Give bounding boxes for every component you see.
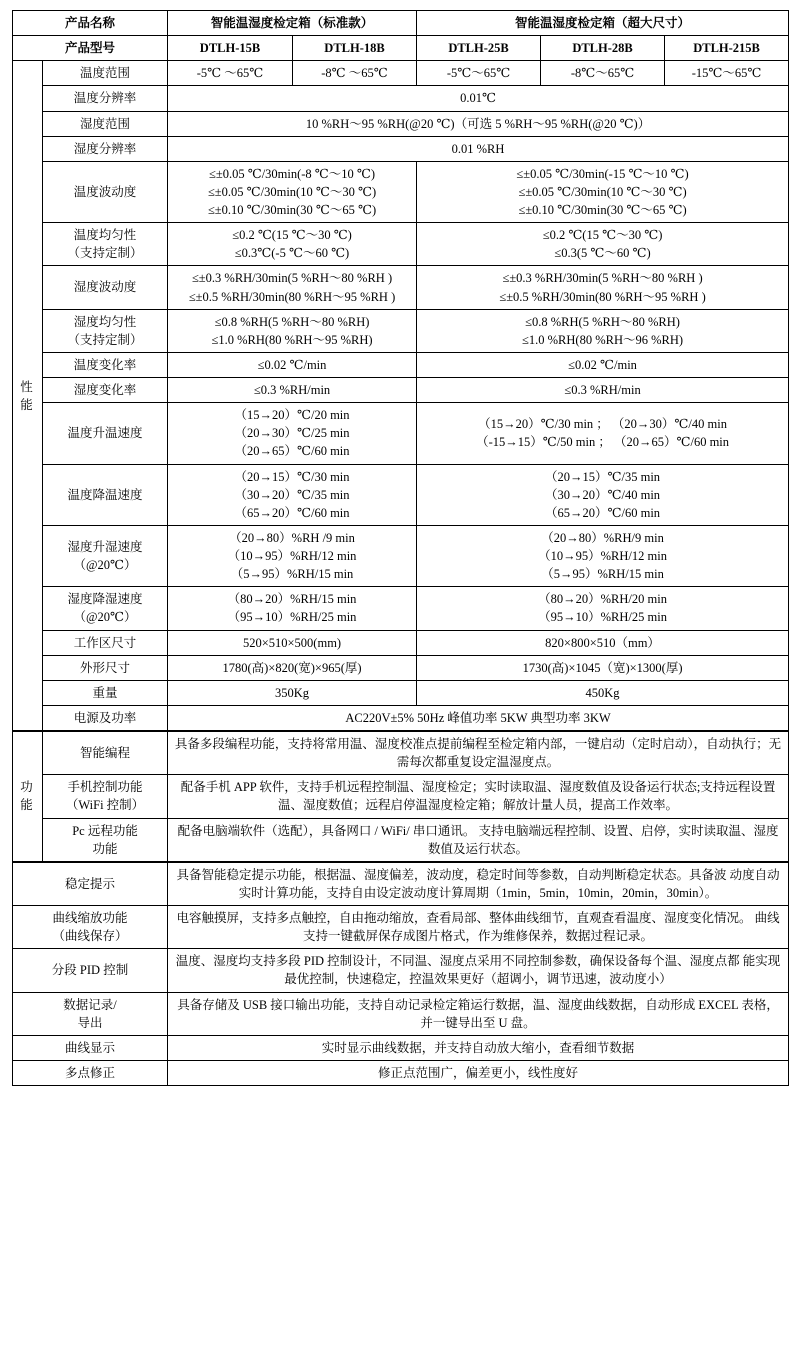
description-cell: 温度、湿度均支持多段 PID 控制设计，不同温、湿度点采用不同控制参数，确保设备每个温、湿度点都 能实现最优控制，快速稳定，控温效果更好（超调小，调节迅速，波动度小）: [168, 949, 789, 992]
text-line: 功能: [92, 841, 118, 856]
row-label: [43, 818, 168, 862]
value-cell-large: [417, 630, 789, 655]
text-line: ≤0.3(5 ℃～60 ℃): [554, 246, 651, 261]
value-cell-standard: [168, 680, 417, 705]
text-line: ≤±0.3 %RH/30min(5 %RH～80 %RH ): [502, 271, 703, 286]
row-label: [13, 992, 168, 1035]
text-line: （95→10）%RH/25 min: [227, 610, 357, 625]
text-line: 1780(高)×820(宽)×965(厚): [222, 660, 362, 675]
group-标准款-header: 智能温湿度检定箱（标准款）: [168, 11, 417, 36]
model-cell-4: DTLH-28B: [541, 36, 665, 61]
row-label: 湿度分辨率: [43, 136, 168, 161]
perf-row: [13, 309, 789, 352]
text-line: ≤0.3℃(-5 ℃～60 ℃): [234, 246, 350, 261]
section-label-performance: [13, 61, 43, 731]
text-line: 1730(高)×1045（宽)×1300(厚): [522, 660, 683, 675]
value-cell-standard: [168, 378, 417, 403]
text-line: ≤0.02 ℃/min: [568, 357, 637, 372]
row-label: [13, 949, 168, 992]
perf-row: [13, 136, 789, 161]
value-cell-1: -5℃ ～65℃: [168, 61, 293, 86]
description-cell: 配备电脑端软件（选配），具备网口 / WiFi/ 串口通讯。 支持电脑端远程控制、设置、启停，实时读取温、湿度数值及运行状态。: [168, 818, 789, 862]
perf-row: [13, 680, 789, 705]
value-cell-standard: [168, 403, 417, 464]
text-line: （5→95）%RH/15 min: [541, 567, 664, 582]
row-label: [43, 775, 168, 818]
text-line: 350Kg: [275, 685, 310, 700]
model-row: [13, 36, 789, 61]
value-cell-2: -8℃ ～65℃: [293, 61, 417, 86]
row-label: 温度变化率: [43, 352, 168, 377]
value-cell-standard: [168, 223, 417, 266]
value-cell-large: [417, 680, 789, 705]
row-label: [43, 731, 168, 775]
value-cell-large: [417, 403, 789, 464]
text-line: （65→20）℃/60 min: [545, 505, 661, 520]
perf-row: [13, 352, 789, 377]
value-cell-standard: [168, 309, 417, 352]
text-line: （20→80）%RH/9 min: [541, 530, 664, 545]
description-cell: 具备存储及 USB 接口输出功能，支持自动记录检定箱运行数据，温、湿度曲线数据，自动形成 EXCEL 表格，并一键导出至 U 盘。: [168, 992, 789, 1035]
row-label: 温度波动度: [43, 161, 168, 222]
value-cell-all: 0.01 %RH: [168, 136, 789, 161]
header-row: [13, 11, 789, 36]
perf-row: [13, 266, 789, 309]
value-cell-standard: [168, 161, 417, 222]
value-cell-standard: [168, 587, 417, 630]
text-line: 520×510×500(mm): [242, 635, 342, 650]
value-cell-standard: [168, 525, 417, 586]
value-cell-standard: [168, 266, 417, 309]
text-line: ≤±0.10 ℃/30min(30 ℃～65 ℃): [518, 203, 687, 217]
value-cell-large: [417, 655, 789, 680]
text-line: （80→20）%RH/20 min: [538, 592, 667, 607]
description-cell: 电容触摸屏，支持多点触控，自由拖动缩放，查看局部、整体曲线细节，直观查看温度、湿度变化情况。 曲线支持一键截屏保存成图片格式，作为维修保养，数据过程记录。: [168, 906, 789, 949]
perf-row: [13, 655, 789, 680]
text-line: ≤0.8 %RH(5 %RH～80 %RH): [525, 314, 680, 329]
text-line: ≤±0.05 ℃/30min(-8 ℃～10 ℃): [208, 166, 376, 181]
perf-row: [13, 161, 789, 222]
text-line: ≤1.0 %RH(80 %RH～96 %RH): [522, 332, 684, 347]
section-label-char: 能: [20, 397, 35, 412]
perf-row: [13, 86, 789, 111]
feature-row: [13, 862, 789, 906]
value-cell-large: [417, 378, 789, 403]
text-line: 湿度降湿速度: [67, 592, 143, 607]
text-line: （@20℃）: [73, 610, 137, 625]
row-label: 温度降温速度: [43, 464, 168, 525]
row-label: 温度范围: [43, 61, 168, 86]
text-line: （20→80）%RH /9 min: [229, 530, 355, 545]
text-line: （20→30）℃/25 min: [234, 426, 350, 441]
value-cell-3: -5℃～65℃: [417, 61, 541, 86]
model-cell-3: DTLH-25B: [417, 36, 541, 61]
text-line: 多点修正: [65, 1065, 116, 1080]
row-label: [43, 223, 168, 266]
text-line: 曲线显示: [65, 1040, 116, 1055]
text-line: ≤0.8 %RH(5 %RH～80 %RH): [214, 314, 370, 329]
text-line: ≤0.3 %RH/min: [564, 383, 641, 397]
text-line: （30→20）℃/35 min: [234, 487, 350, 502]
description-cell: 配备手机 APP 软件，支持手机远程控制温、湿度检定；实时读取温、湿度数值及设备运行状态;支持远程设置温、湿度数值；远程启停温湿度检定箱；解放计量人员，提高工作效率。: [168, 775, 789, 818]
row-label: 重量: [43, 680, 168, 705]
text-line: 450Kg: [585, 685, 620, 700]
feature-row: [13, 992, 789, 1035]
feature-row: [13, 949, 789, 992]
text-line: ≤1.0 %RH(80 %RH～95 %RH): [211, 332, 373, 347]
text-line: 导出: [77, 1015, 103, 1030]
feature-row: [13, 1060, 789, 1085]
function-row: [13, 731, 789, 775]
text-line: 分段 PID 控制: [51, 963, 129, 978]
text-line: 温度均匀性: [73, 228, 137, 243]
feature-row: [13, 906, 789, 949]
text-line: 820×800×510（mm）: [545, 635, 660, 650]
text-line: ≤±0.5 %RH/30min(80 %RH～95 %RH ): [188, 289, 396, 304]
text-line: ≤0.2 ℃(15 ℃～30 ℃): [542, 228, 663, 243]
value-cell-all: 0.01℃: [168, 86, 789, 111]
model-cell-2: DTLH-18B: [293, 36, 417, 61]
text-line: （-15→15）℃/50 min ； （20→65）℃/60 min: [476, 435, 730, 450]
text-line: ≤0.2 ℃(15 ℃～30 ℃): [232, 228, 352, 243]
model-cell-1: DTLH-15B: [168, 36, 293, 61]
text-line: （支持定制）: [67, 332, 143, 347]
text-line: （15→20）℃/30 min ； （20→30）℃/40 min: [478, 417, 727, 432]
section-label-function: [13, 731, 43, 862]
text-line: （曲线保存）: [52, 929, 128, 944]
row-label: 温度分辨率: [43, 86, 168, 111]
text-line: 湿度均匀性: [73, 314, 137, 329]
function-row: [13, 818, 789, 862]
specification-table: [12, 10, 789, 1086]
text-line: 智能编程: [80, 746, 131, 761]
perf-row: [13, 705, 789, 731]
text-line: （20→65）℃/60 min: [234, 444, 350, 459]
text-line: （10→95）%RH/12 min: [227, 549, 357, 563]
perf-row: [13, 378, 789, 403]
perf-row: [13, 403, 789, 464]
text-line: （80→20）%RH/15 min: [227, 592, 357, 607]
value-cell-all: AC220V±5% 50Hz 峰值功率 5KW 典型功率 3KW: [168, 705, 789, 731]
text-line: 数据记录/: [63, 997, 117, 1012]
row-label: [13, 1035, 168, 1060]
value-cell-all: 10 %RH～95 %RH(@20 ℃)（可选 5 %RH～95 %RH(@20 ℃)）: [168, 111, 789, 136]
value-cell-4: -8℃～65℃: [541, 61, 665, 86]
description-cell: 修正点范围广，偏差更小，线性度好: [168, 1060, 789, 1085]
table-body: [13, 11, 789, 1086]
text-line: 湿度升湿速度: [67, 539, 143, 554]
text-line: 稳定提示: [65, 876, 116, 891]
row-label: 温度升温速度: [43, 403, 168, 464]
perf-row: [13, 111, 789, 136]
row-label: 湿度范围: [43, 111, 168, 136]
perf-row: [13, 464, 789, 525]
model-cell-5: DTLH-215B: [665, 36, 789, 61]
product-model-label: 产品型号: [13, 36, 168, 61]
value-cell-5: -15℃～65℃: [665, 61, 789, 86]
section-label-char: 功: [20, 780, 35, 795]
value-cell-large: [417, 352, 789, 377]
row-label: [13, 862, 168, 906]
text-line: ≤±0.10 ℃/30min(30 ℃～65 ℃): [207, 203, 377, 217]
row-label: [43, 587, 168, 630]
group-超大尺寸-header: 智能温湿度检定箱（超大尺寸）: [417, 11, 789, 36]
row-label: [13, 906, 168, 949]
perf-row: [13, 587, 789, 630]
text-line: （15→20）℃/20 min: [234, 408, 350, 423]
text-line: （WiFi 控制）: [65, 798, 145, 813]
row-label: [13, 1060, 168, 1085]
text-line: （30→20）℃/40 min: [545, 487, 661, 502]
text-line: 手机控制功能: [67, 780, 143, 795]
text-line: （65→20）℃/60 min: [234, 505, 350, 520]
product-name-label: 产品名称: [13, 11, 168, 36]
text-line: ≤0.3 %RH/min: [253, 383, 331, 397]
text-line: （20→15）℃/30 min: [234, 469, 350, 484]
row-label: [43, 309, 168, 352]
text-line: （10→95）%RH/12 min: [538, 549, 667, 563]
perf-row: [13, 630, 789, 655]
perf-row: [13, 223, 789, 266]
section-label-char: 性: [20, 379, 35, 394]
row-label: 电源及功率: [43, 705, 168, 731]
value-cell-large: [417, 266, 789, 309]
feature-row: [13, 1035, 789, 1060]
value-cell-large: [417, 525, 789, 586]
value-cell-large: [417, 161, 789, 222]
description-cell: 具备多段编程功能，支持将常用温、湿度校准点提前编程至检定箱内部，一键启动（定时启动），自动执行；无需每次都重复设定温湿度点。: [168, 731, 789, 775]
value-cell-large: [417, 587, 789, 630]
perf-row: [13, 525, 789, 586]
text-line: （@20℃）: [73, 558, 137, 573]
text-line: （支持定制）: [67, 246, 143, 261]
section-label-char: 能: [20, 798, 35, 813]
text-line: ≤±0.05 ℃/30min(10 ℃～30 ℃): [518, 184, 687, 199]
row-label: 工作区尺寸: [43, 630, 168, 655]
text-line: ≤±0.05 ℃/30min(10 ℃～30 ℃): [207, 184, 377, 199]
row-label: 湿度变化率: [43, 378, 168, 403]
description-cell: 具备智能稳定提示功能，根据温、湿度偏差，波动度，稳定时间等参数，自动判断稳定状态。具备波 动度自动实时计算功能，支持自由设定波动度计算周期（1min，5min，10min，20min，30min）。: [168, 862, 789, 906]
row-label: 湿度波动度: [43, 266, 168, 309]
value-cell-large: [417, 223, 789, 266]
text-line: ≤±0.3 %RH/30min(5 %RH～80 %RH ): [191, 271, 393, 286]
value-cell-standard: [168, 655, 417, 680]
text-line: Pc 远程功能: [72, 823, 138, 838]
row-label: 外形尺寸: [43, 655, 168, 680]
text-line: 曲线缩放功能: [52, 911, 128, 925]
value-cell-large: [417, 309, 789, 352]
value-cell-large: [417, 464, 789, 525]
value-cell-standard: [168, 630, 417, 655]
text-line: ≤±0.5 %RH/30min(80 %RH～95 %RH ): [499, 289, 706, 304]
text-line: （5→95）%RH/15 min: [230, 567, 354, 582]
value-cell-standard: [168, 352, 417, 377]
text-line: ≤±0.05 ℃/30min(-15 ℃～10 ℃): [516, 166, 689, 181]
function-row: [13, 775, 789, 818]
row-label: [43, 525, 168, 586]
text-line: （20→15）℃/35 min: [545, 469, 661, 484]
description-cell: 实时显示曲线数据，并支持自动放大缩小，查看细节数据: [168, 1035, 789, 1060]
text-line: （95→10）%RH/25 min: [538, 610, 667, 625]
value-cell-standard: [168, 464, 417, 525]
perf-row: [13, 61, 789, 86]
text-line: ≤0.02 ℃/min: [257, 357, 327, 372]
